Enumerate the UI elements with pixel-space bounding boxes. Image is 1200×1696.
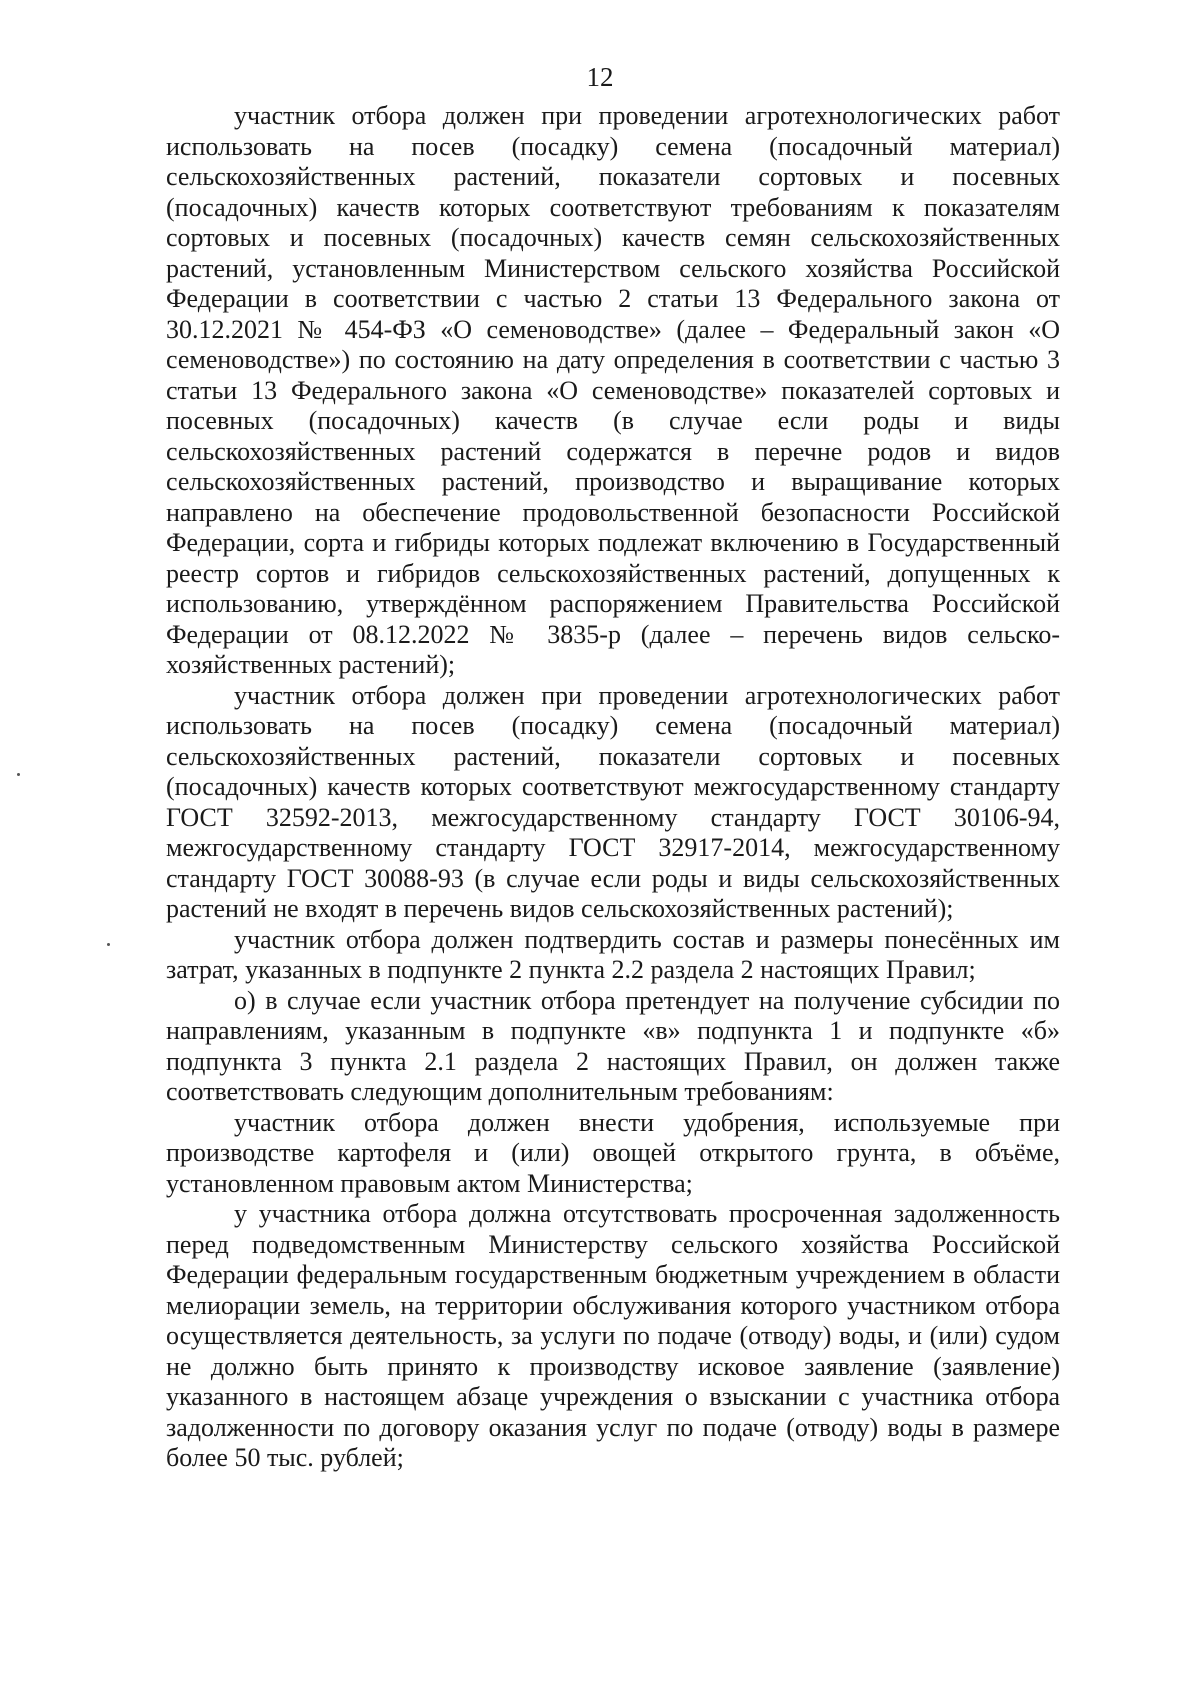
paragraph-costs-confirmation: участник отбора должен подтвердить состав и размеры понесённых им затрат, указанных в подпункте 2 пункта 2.2 раздела 2 настоящих Правил; [166, 924, 1060, 984]
paragraph-fertilizers: участник отбора должен внести удобрения, используемые при производстве картофеля и (или) овощей открытого грунта, в объёме, установленном правовым актом Министерства; [166, 1107, 1060, 1198]
paragraph-item-o: о) в случае если участник отбора претендует на получение субсидии по направлениям, указанным в подпункте «в» подпункта 1 и подпункте «б» подпункта 3 пункта 2.1 раздела 2 настоящих Правил, он должен также соответствовать следующим дополнительным требованиям: [166, 985, 1060, 1106]
scan-speck [107, 943, 110, 946]
document-body [166, 101, 1060, 1474]
paragraph-debt-absence: у участника отбора должна отсутствовать просроченная задолженность перед подведомственным Министерству сельского хозяйства Российской Федерации федеральным государственным бюджетным учреждением в области мелиорации земель, на территории обслуживания которого участником отбора осуществляется деятельность, за услуги по подаче (отводу) воды, и (или) судом не должно быть принято к производству исковое заявление (заявление) указанного в настоящем абзаце учреждения о взыскании с участника отбора задолженности по договору оказания услуг по подаче (отводу) воды в размере более 50 тыс. рублей; [166, 1199, 1060, 1472]
page-number: 12 [586, 62, 614, 92]
scan-speck [17, 773, 20, 776]
paragraph-seed-requirements: участник отбора должен при проведении агротехнологических работ использовать на посев (посадку) семена (посадочный материал) сельскохозяйственных растений, показатели сортовых и посевных (посадочных) качеств которых соответствуют требованиям к показателям сортовых и посевных (посадочных) качеств семян сельскохозяйственных растений, установленным Министерством сельского хозяйства Российской Федерации в соответствии с частью 2 статьи 13 Федерального закона от 30.12.2021 № 454-ФЗ «О семеноводстве» (далее – Федеральный закон «О семеноводстве») по состоянию на дату определения в соответствии с частью 3 статьи 13 Федерального закона «О семеноводстве» показателей сортовых и посевных (посадочных) качеств (в случае если роды и виды сельскохозяйственных растений содержатся в перечне родов и видов сельскохозяйственных растений, производство и выращивание которых направлено на обеспечение продовольственной безопасности Российской Федерации, сорта и гибриды которых подлежат включению в Государственный реестр сортов и гибридов сельскохозяйственных растений, допущенных к использованию, утверждённом распоряжением Правительства Российской Федерации от 08.12.2022 № 3835-р (далее – перечень видов сельско-хозяйственных растений); [166, 101, 1060, 679]
paragraph-gost-standards: участник отбора должен при проведении агротехнологических работ использовать на посев (посадку) семена (посадочный материал) сельскохозяйственных растений, показатели сортовых и посевных (посадочных) качеств которых соответствуют межгосударственному стандарту ГОСТ 32592-2013, межгосударственному стандарту ГОСТ 30106-94, межгосударственному стандарту ГОСТ 32917-2014, межгосударственному стандарту ГОСТ 30088-93 (в случае если роды и виды сельскохозяйственных растений не входят в перечень видов сельскохозяйственных растений); [166, 680, 1060, 923]
